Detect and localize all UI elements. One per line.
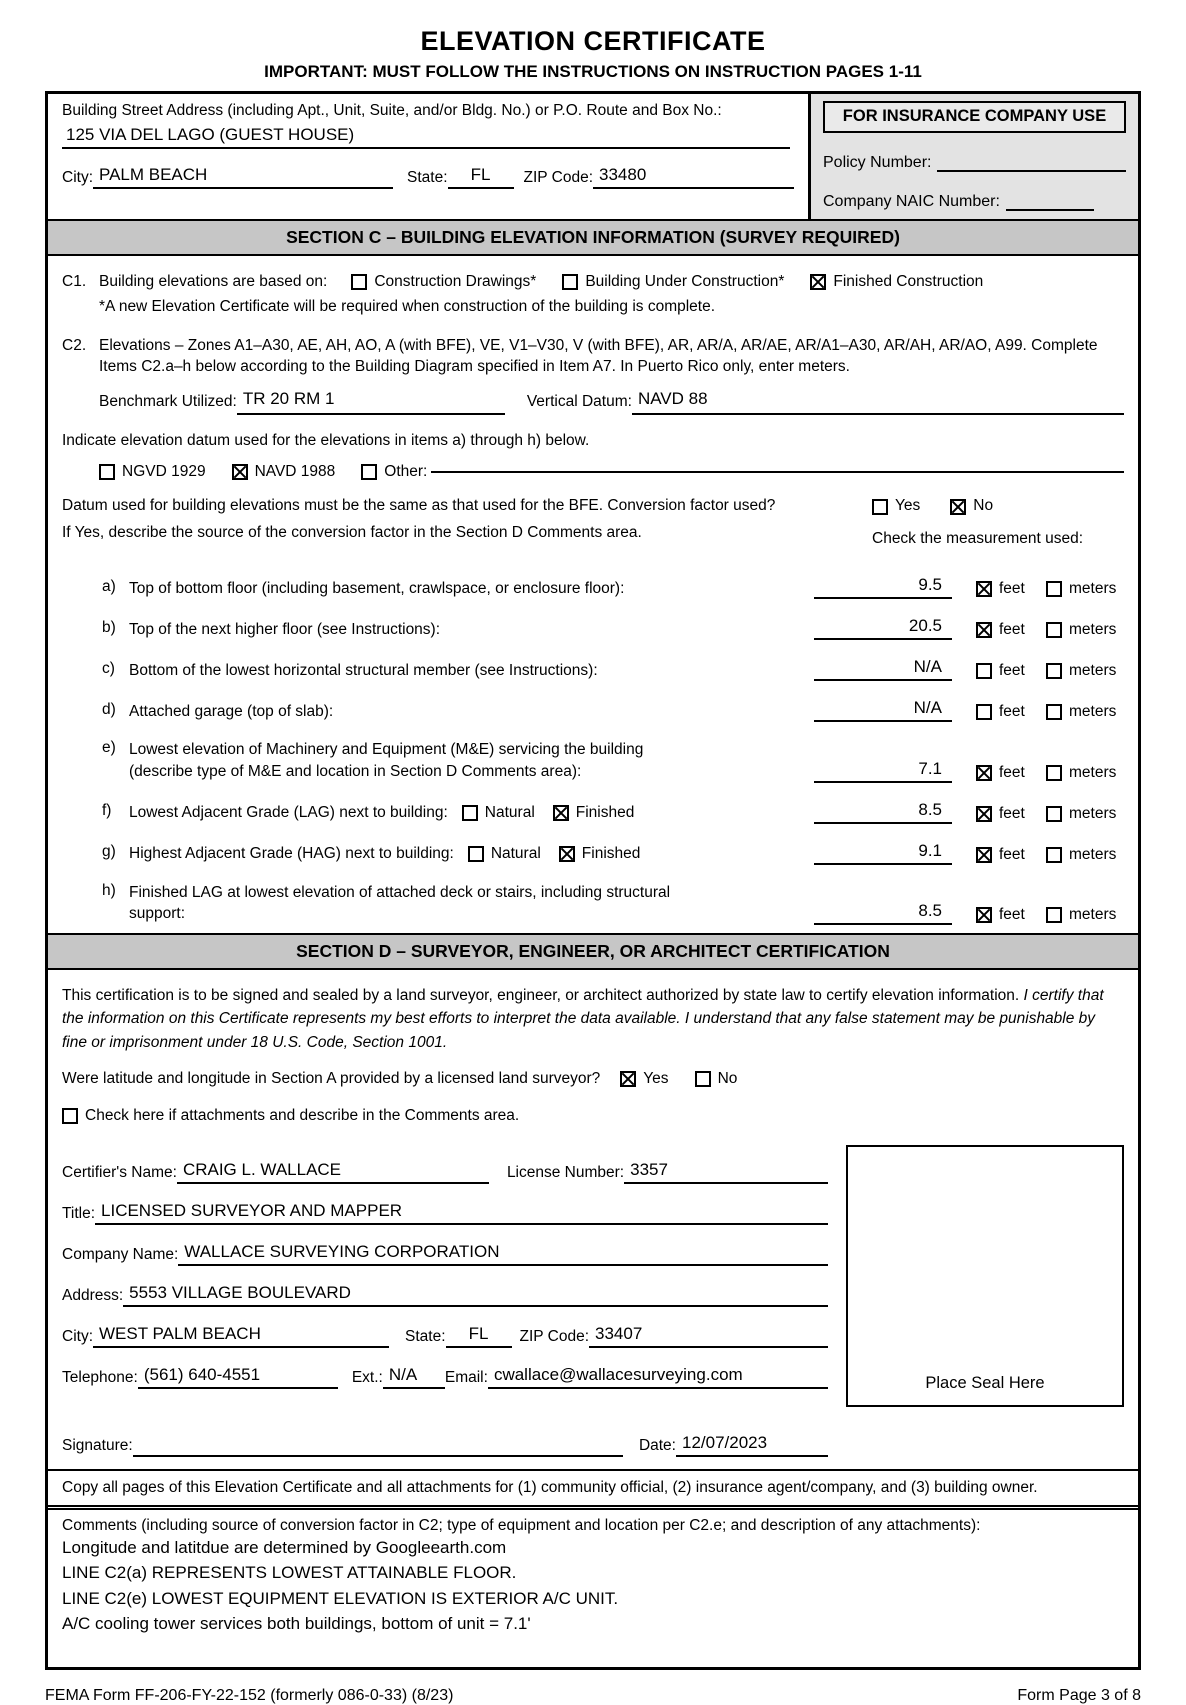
date-label: Date: bbox=[638, 1436, 676, 1454]
certification-text-italic: I certify that the information on this Certificate represents my best efforts to interpret the data available. I understand that any false statement may be punishable by fine or imprisonment under 18 U.S. Code, Section 1001. bbox=[62, 987, 1104, 1051]
email-field[interactable]: cwallace@wallacesurveying.com bbox=[488, 1365, 828, 1389]
item-d-value-field[interactable]: N/A bbox=[814, 698, 952, 722]
item-b-row bbox=[62, 616, 1124, 640]
feet-label: feet bbox=[999, 703, 1025, 721]
place-seal-here-label: Place Seal Here bbox=[925, 1373, 1045, 1392]
item-g-feet-checkbox[interactable] bbox=[976, 847, 992, 863]
meters-label: meters bbox=[1069, 804, 1117, 822]
page-footer bbox=[45, 1687, 1141, 1705]
conversion-note: If Yes, describe the source of the conversion factor in the Section D Comments area. bbox=[62, 524, 642, 542]
item-h-label-line1: Finished LAG at lowest elevation of attached deck or stairs, including structural bbox=[129, 883, 671, 901]
item-b-feet-checkbox[interactable] bbox=[976, 622, 992, 638]
finished-label: Finished bbox=[575, 804, 635, 821]
vertical-datum-field[interactable]: NAVD 88 bbox=[632, 388, 1124, 415]
item-g-row bbox=[62, 841, 1124, 865]
state-field[interactable]: FL bbox=[448, 165, 514, 189]
latlong-question: Were latitude and longitude in Section A provided by a licensed land surveyor? bbox=[62, 1069, 601, 1087]
datum-other-label: Other: bbox=[384, 462, 428, 480]
meters-label: meters bbox=[1069, 662, 1117, 680]
feet-label: feet bbox=[999, 621, 1025, 639]
datum-other-checkbox[interactable] bbox=[361, 464, 377, 480]
title-label: Title: bbox=[62, 1204, 96, 1222]
item-h-letter: h) bbox=[102, 881, 116, 899]
item-f-meters-checkbox[interactable] bbox=[1046, 806, 1062, 822]
place-seal-here-box bbox=[846, 1145, 1124, 1407]
feet-label: feet bbox=[999, 804, 1025, 822]
item-e-value-field[interactable]: 7.1 bbox=[814, 759, 952, 783]
conversion-yes-checkbox[interactable] bbox=[872, 499, 888, 515]
item-f-letter: f) bbox=[102, 802, 112, 819]
title-field[interactable]: LICENSED SURVEYOR AND MAPPER bbox=[95, 1201, 828, 1225]
telephone-label: Telephone: bbox=[62, 1368, 138, 1386]
street-address-label: Building Street Address (including Apt., Unit, Suite, and/or Bldg. No.) or P.O. Route and Box No.: bbox=[62, 102, 722, 119]
meters-label: meters bbox=[1069, 621, 1117, 639]
item-a-row bbox=[62, 575, 1124, 599]
benchmark-field[interactable]: TR 20 RM 1 bbox=[237, 388, 505, 415]
item-a-label: Top of bottom floor (including basement, crawlspace, or enclosure floor): bbox=[129, 579, 625, 597]
item-g-finished-checkbox[interactable] bbox=[559, 846, 575, 862]
certifier-state-field[interactable]: FL bbox=[446, 1324, 512, 1348]
construction-drawings-checkbox[interactable] bbox=[351, 274, 367, 290]
comment-line: LINE C2(e) LOWEST EQUIPMENT ELEVATION IS EXTERIOR A/C UNIT. bbox=[62, 1588, 619, 1608]
datum-indicate-text: Indicate elevation datum used for the elevations in items a) through h) below. bbox=[62, 431, 590, 449]
email-label: Email: bbox=[444, 1368, 488, 1386]
zip-label: ZIP Code: bbox=[523, 169, 594, 186]
item-f-natural-checkbox[interactable] bbox=[462, 805, 478, 821]
finished-label: Finished bbox=[581, 845, 641, 862]
certifier-name-label: Certifier's Name: bbox=[62, 1163, 177, 1181]
comment-line: Longitude and latitdue are determined by Googleearth.com bbox=[62, 1537, 507, 1557]
construction-drawings-label: Construction Drawings* bbox=[374, 273, 537, 290]
item-b-meters-checkbox[interactable] bbox=[1046, 622, 1062, 638]
feet-label: feet bbox=[999, 906, 1025, 924]
item-a-letter: a) bbox=[102, 577, 116, 595]
property-and-insurance-row bbox=[48, 94, 1138, 219]
address-label: Address: bbox=[62, 1286, 124, 1304]
item-h-value-field[interactable]: 8.5 bbox=[814, 901, 952, 925]
finished-construction-label: Finished Construction bbox=[833, 273, 984, 290]
certifier-state-label: State: bbox=[405, 1327, 446, 1345]
insurance-box-title: FOR INSURANCE COMPANY USE bbox=[823, 101, 1126, 133]
item-f-row bbox=[62, 800, 1124, 824]
item-a-meters-checkbox[interactable] bbox=[1046, 581, 1062, 597]
license-number-label: License Number: bbox=[506, 1163, 625, 1181]
item-c-value-field[interactable]: N/A bbox=[814, 657, 952, 681]
attachments-checkbox[interactable] bbox=[62, 1108, 78, 1124]
conversion-factor-block bbox=[62, 496, 1124, 550]
ext-field[interactable]: N/A bbox=[383, 1365, 445, 1389]
item-a-feet-checkbox[interactable] bbox=[976, 581, 992, 597]
ngvd-1929-label: NGVD 1929 bbox=[122, 462, 206, 480]
city-field[interactable]: PALM BEACH bbox=[93, 165, 393, 189]
latlong-yes-checkbox[interactable] bbox=[620, 1071, 636, 1087]
page-title: ELEVATION CERTIFICATE bbox=[420, 26, 766, 56]
measurement-used-note: Check the measurement used: bbox=[872, 530, 1084, 548]
meters-label: meters bbox=[1069, 580, 1117, 598]
naic-number-field[interactable] bbox=[1006, 209, 1094, 211]
telephone-field[interactable]: (561) 640-4551 bbox=[138, 1365, 338, 1389]
meters-label: meters bbox=[1069, 763, 1117, 781]
vertical-datum-label: Vertical Datum: bbox=[526, 392, 632, 410]
section-d-header: SECTION D – SURVEYOR, ENGINEER, OR ARCHITECT CERTIFICATION bbox=[48, 933, 1138, 970]
item-d-row bbox=[62, 698, 1124, 722]
certifier-city-label: City: bbox=[62, 1327, 93, 1345]
copy-instruction: Copy all pages of this Elevation Certificate and all attachments for (1) community official, (2) insurance agent/company, and (3) building owner. bbox=[48, 1469, 1138, 1505]
certifier-zip-label: ZIP Code: bbox=[519, 1327, 590, 1345]
company-name-field[interactable]: WALLACE SURVEYING CORPORATION bbox=[178, 1242, 828, 1266]
comment-line: A/C cooling tower services both buildings, bottom of unit = 7.1' bbox=[62, 1614, 531, 1634]
item-e-row bbox=[62, 739, 1124, 782]
conversion-no-label: No bbox=[973, 497, 994, 515]
item-f-finished-checkbox[interactable] bbox=[553, 805, 569, 821]
conversion-no-checkbox[interactable] bbox=[950, 499, 966, 515]
page-subtitle: IMPORTANT: MUST FOLLOW THE INSTRUCTIONS ON INSTRUCTION PAGES 1-11 bbox=[264, 62, 922, 81]
signature-label: Signature: bbox=[62, 1436, 133, 1454]
item-c-row bbox=[62, 657, 1124, 681]
elevation-items bbox=[48, 556, 1138, 933]
item-c-meters-checkbox[interactable] bbox=[1046, 663, 1062, 679]
conversion-yes-label: Yes bbox=[895, 497, 921, 515]
c2-row bbox=[62, 336, 1124, 415]
item-d-letter: d) bbox=[102, 700, 116, 718]
c1-number: C1. bbox=[62, 273, 87, 290]
finished-construction-checkbox[interactable] bbox=[810, 274, 826, 290]
ext-label: Ext.: bbox=[351, 1368, 383, 1386]
license-number-field[interactable]: 3357 bbox=[624, 1160, 828, 1184]
meters-label: meters bbox=[1069, 906, 1117, 924]
c1-question: Building elevations are based on: bbox=[99, 273, 328, 290]
state-label: State: bbox=[407, 169, 448, 186]
item-a-value-field[interactable]: 9.5 bbox=[814, 575, 952, 599]
attachments-label: Check here if attachments and describe in the Comments area. bbox=[85, 1106, 520, 1124]
latlong-no-checkbox[interactable] bbox=[695, 1071, 711, 1087]
ngvd-1929-checkbox[interactable] bbox=[99, 464, 115, 480]
feet-label: feet bbox=[999, 845, 1025, 863]
city-label: City: bbox=[62, 169, 93, 186]
item-b-letter: b) bbox=[102, 618, 116, 636]
comments-label: Comments (including source of conversion factor in C2; type of equipment and location per C2.e; and description of any attachments): bbox=[62, 1516, 981, 1534]
item-b-value-field[interactable]: 20.5 bbox=[814, 616, 952, 640]
comments-block[interactable] bbox=[48, 1510, 1138, 1667]
section-d-intro bbox=[48, 970, 1138, 1137]
item-h-row bbox=[62, 882, 1124, 925]
c2-number: C2. bbox=[62, 336, 87, 354]
attachments-row bbox=[62, 1106, 1124, 1127]
policy-number-label: Policy Number: bbox=[823, 154, 932, 171]
item-e-label-line2: (describe type of M&E and location in Section D Comments area): bbox=[129, 763, 582, 780]
item-g-natural-checkbox[interactable] bbox=[468, 846, 484, 862]
natural-label: Natural bbox=[490, 845, 541, 862]
street-address-field[interactable]: 125 VIA DEL LAGO (GUEST HOUSE) bbox=[62, 124, 790, 149]
naic-number-label: Company NAIC Number: bbox=[823, 193, 1000, 210]
latlong-no-label: No bbox=[717, 1069, 738, 1087]
item-h-label-line2: support: bbox=[129, 905, 186, 923]
comment-line: LINE C2(a) REPRESENTS LOWEST ATTAINABLE FLOOR. bbox=[62, 1563, 517, 1583]
feet-label: feet bbox=[999, 580, 1025, 598]
navd-1988-checkbox[interactable] bbox=[232, 464, 248, 480]
datum-indicate-block bbox=[62, 431, 1124, 483]
c1-note: *A new Elevation Certificate will be required when construction of the building is complete. bbox=[99, 297, 716, 315]
property-address-block bbox=[48, 94, 808, 219]
item-h-meters-checkbox[interactable] bbox=[1046, 907, 1062, 923]
item-e-feet-checkbox[interactable] bbox=[976, 765, 992, 781]
item-f-value-field[interactable]: 8.5 bbox=[814, 800, 952, 824]
item-h-feet-checkbox[interactable] bbox=[976, 907, 992, 923]
c2-text: Elevations – Zones A1–A30, AE, AH, AO, A (with BFE), VE, V1–V30, V (with BFE), AR, AR/A, AR/AE, AR/A1–A30, AR/AH, AR/AO, A99. Complete Items C2.a–h below according to the Building Diagram specified in Item A7. In Puerto Rico only, enter meters. bbox=[99, 336, 1098, 375]
form-body bbox=[45, 91, 1141, 1670]
item-g-letter: g) bbox=[102, 843, 116, 860]
navd-1988-label: NAVD 1988 bbox=[254, 462, 336, 480]
date-field[interactable]: 12/07/2023 bbox=[676, 1433, 828, 1457]
item-c-feet-checkbox[interactable] bbox=[976, 663, 992, 679]
item-d-label: Attached garage (top of slab): bbox=[129, 702, 334, 720]
fema-form-number: FEMA Form FF-206-FY-22-152 (formerly 086-0-33) (8/23) bbox=[45, 1686, 454, 1704]
certification-text-normal: This certification is to be signed and sealed by a land surveyor, engineer, or architect authorized by state law to certify elevation information. bbox=[62, 987, 1024, 1005]
meters-label: meters bbox=[1069, 703, 1117, 721]
feet-label: feet bbox=[999, 662, 1025, 680]
policy-number-field[interactable] bbox=[937, 170, 1126, 172]
building-under-construction-checkbox[interactable] bbox=[562, 274, 578, 290]
item-e-letter: e) bbox=[102, 739, 116, 757]
item-g-label: Highest Adjacent Grade (HAG) next to building: bbox=[129, 845, 454, 862]
item-e-meters-checkbox[interactable] bbox=[1046, 765, 1062, 781]
item-g-meters-checkbox[interactable] bbox=[1046, 847, 1062, 863]
item-c-letter: c) bbox=[102, 659, 115, 677]
item-c-label: Bottom of the lowest horizontal structural member (see Instructions): bbox=[129, 661, 598, 679]
company-name-label: Company Name: bbox=[62, 1245, 179, 1263]
section-c-body bbox=[48, 256, 1138, 556]
certification-text bbox=[62, 984, 1124, 1054]
item-f-label: Lowest Adjacent Grade (LAG) next to building: bbox=[129, 804, 448, 821]
item-d-feet-checkbox[interactable] bbox=[976, 704, 992, 720]
natural-label: Natural bbox=[484, 804, 535, 821]
certifier-name-field[interactable]: CRAIG L. WALLACE bbox=[177, 1160, 489, 1184]
item-f-feet-checkbox[interactable] bbox=[976, 806, 992, 822]
certifier-zip-field[interactable]: 33407 bbox=[589, 1324, 828, 1348]
benchmark-label: Benchmark Utilized: bbox=[99, 392, 237, 410]
insurance-company-use-box bbox=[808, 94, 1138, 219]
conversion-question: Datum used for building elevations must be the same as that used for the BFE. Conversion factor used? bbox=[62, 497, 776, 515]
latlong-yes-label: Yes bbox=[643, 1069, 669, 1087]
item-g-value-field[interactable]: 9.1 bbox=[814, 841, 952, 865]
item-e-label-line1: Lowest elevation of Machinery and Equipment (M&E) servicing the building bbox=[129, 741, 644, 759]
item-d-meters-checkbox[interactable] bbox=[1046, 704, 1062, 720]
certifier-block bbox=[48, 1137, 1138, 1457]
item-b-label: Top of the next higher floor (see Instructions): bbox=[129, 620, 441, 638]
datum-other-field[interactable] bbox=[431, 471, 1124, 473]
meters-label: meters bbox=[1069, 845, 1117, 863]
feet-label: feet bbox=[999, 763, 1025, 781]
form-page-number: Form Page 3 of 8 bbox=[1017, 1686, 1141, 1704]
section-c-header: SECTION C – BUILDING ELEVATION INFORMATION (SURVEY REQUIRED) bbox=[48, 219, 1138, 256]
latlong-question-row bbox=[62, 1069, 1124, 1090]
zip-field[interactable]: 33480 bbox=[593, 165, 794, 189]
c1-row bbox=[62, 272, 1124, 318]
address-field[interactable]: 5553 VILLAGE BOULEVARD bbox=[123, 1283, 828, 1307]
certifier-city-field[interactable]: WEST PALM BEACH bbox=[93, 1324, 389, 1348]
building-under-construction-label: Building Under Construction* bbox=[585, 273, 785, 290]
signature-field[interactable] bbox=[133, 1453, 623, 1457]
